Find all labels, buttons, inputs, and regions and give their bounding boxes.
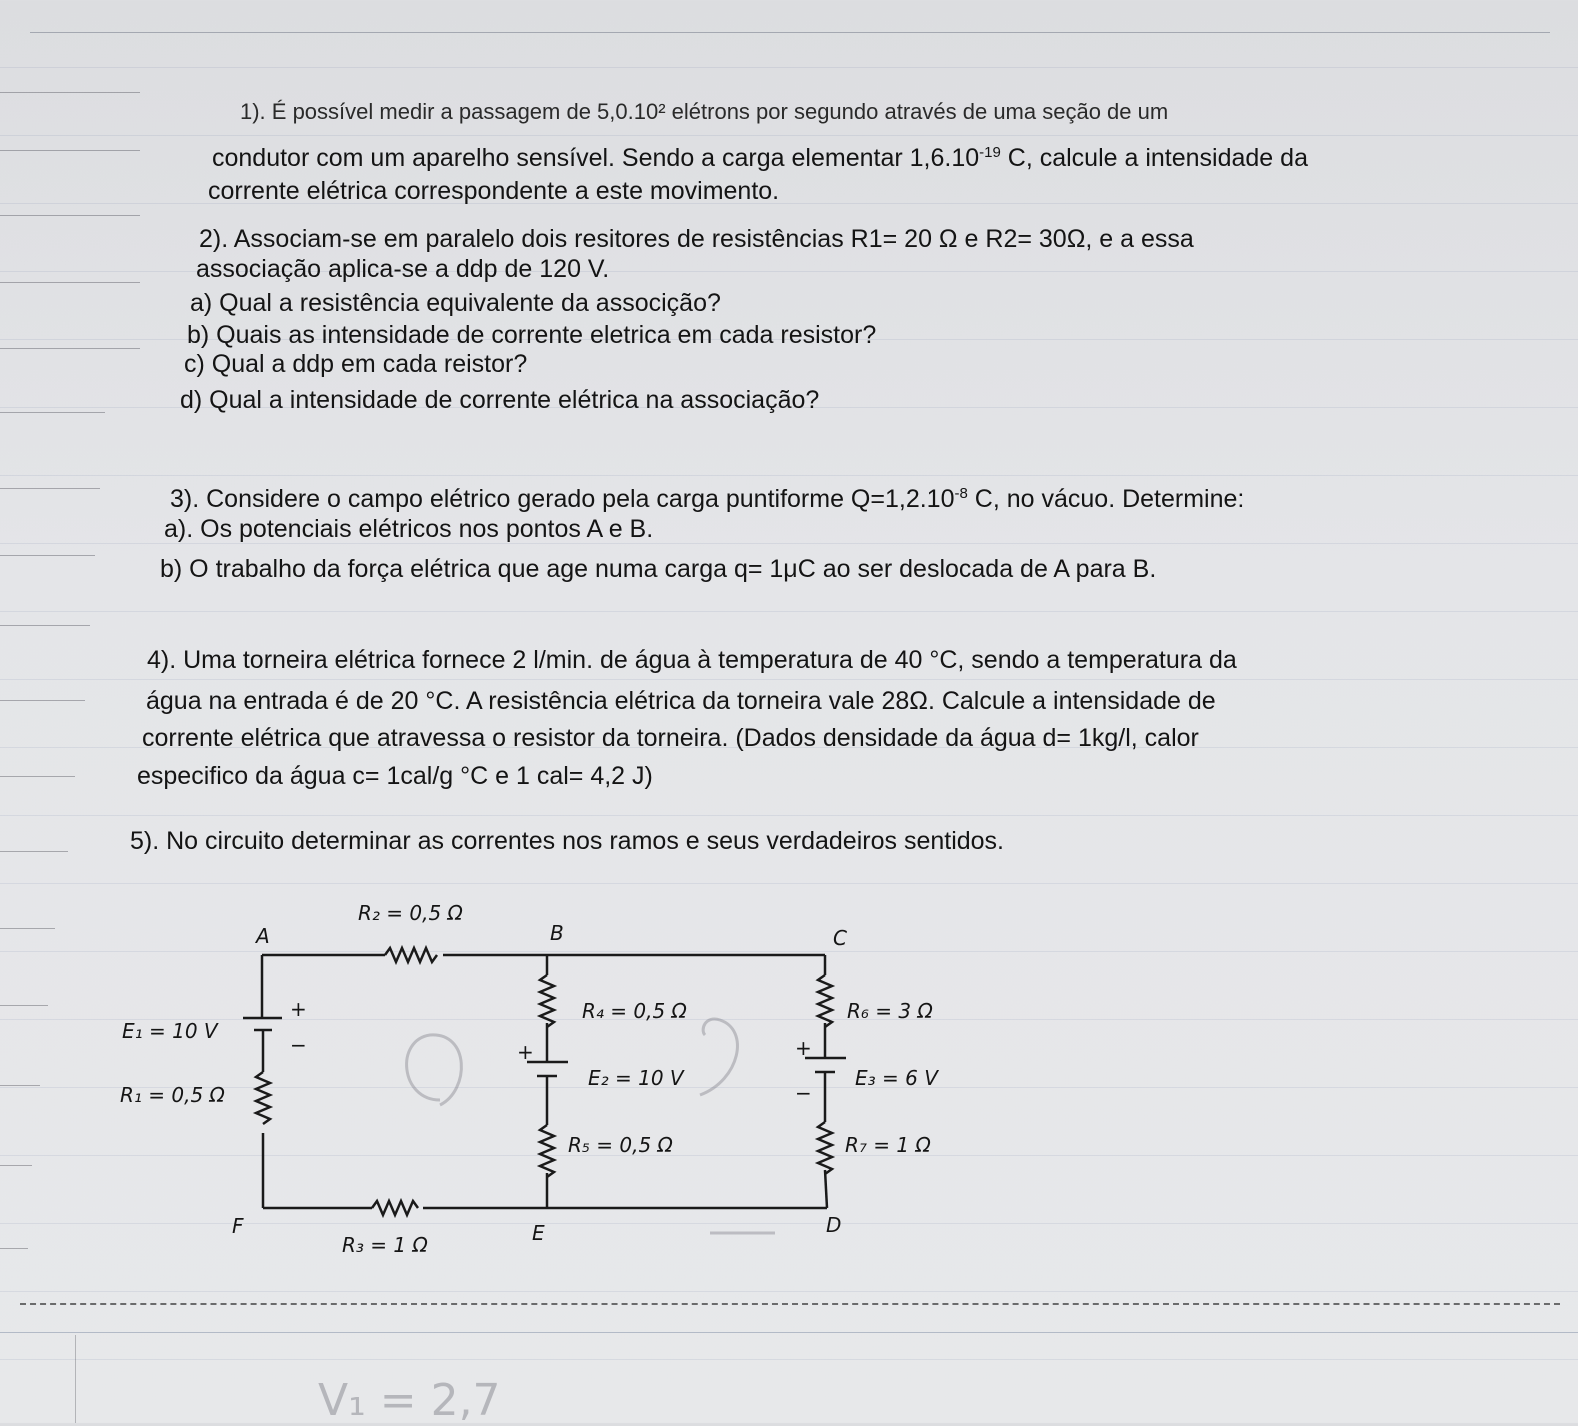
q3-line1: 3). Considere o campo elétrico gerado pela carga puntiforme $Q=1,2.10^{-8}$ C, no vácuo. Determine: (170, 485, 1245, 513)
e1-plus: + (290, 997, 307, 1021)
q4-line4: especifico da água c= 1cal/g °C e 1 cal= 4,2 J) (137, 762, 653, 790)
r3-label: R₃ = 1 Ω (342, 1233, 428, 1257)
r1-label: R₁ = 0,5 Ω (120, 1083, 225, 1107)
e3-plus: + (795, 1036, 812, 1060)
node-a-label: A (256, 924, 270, 948)
resistor-r6 (818, 975, 832, 1027)
q2-item-c: c) Qual a ddp em cada reistor? (184, 350, 528, 378)
q1-line3: corrente elétrica correspondente a este movimento. (208, 177, 780, 205)
node-c-label: C (833, 926, 847, 950)
q2-item-d: d) Qual a intensidade de corrente elétrica na associação? (180, 386, 820, 414)
r7-label: R₇ = 1 Ω (845, 1133, 931, 1157)
q2-line1: 2). Associam-se em paralelo dois resitores de resistências R1= 20 Ω e R2= 30Ω, e a essa (199, 225, 1194, 253)
resistor-r7 (818, 1122, 832, 1174)
node-d-label: D (826, 1213, 842, 1237)
pencil-loop-2 (700, 1019, 737, 1095)
r2-label: R₂ = 0,5 Ω (358, 901, 463, 925)
q5-line1: 5). No circuito determinar as correntes nos ramos e seus verdadeiros sentidos. (130, 827, 1004, 855)
ruled-line (0, 1332, 1578, 1333)
resistor-r4 (540, 975, 554, 1027)
q3-item-b: b) O trabalho da força elétrica que age numa carga q= 1μC ao ser deslocada de A para B. (160, 555, 1157, 583)
resistor-r2 (385, 948, 437, 962)
q4-line3: corrente elétrica que atravessa o resistor da torneira. (Dados densidade da água d= 1kg/l, calor (142, 724, 1199, 752)
pencil-loop-1 (407, 1035, 462, 1105)
resistor-r5 (540, 1125, 554, 1177)
r6-label: R₆ = 3 Ω (847, 999, 933, 1023)
margin-vertical-line (75, 1335, 76, 1423)
node-b-label: B (550, 921, 564, 945)
e2-plus: + (517, 1040, 534, 1064)
q4-line1: 4). Uma torneira elétrica fornece 2 l/min. de água à temperatura de 40 °C, sendo a temperatura da (147, 646, 1237, 674)
dashed-divider (20, 1303, 1560, 1305)
q2-line2: associação aplica-se a ddp de 120 V. (196, 255, 610, 283)
q4-line2: água na entrada é de 20 °C. A resistência elétrica da torneira vale 28Ω. Calcule a intensidade de (146, 687, 1216, 715)
q2-item-a: a) Qual a resistência equivalente da associção? (190, 289, 721, 317)
q1-line1: 1). É possível medir a passagem de 5,0.10² elétrons por segundo através de uma seção de um (240, 99, 1169, 124)
q1-line2: condutor com um aparelho sensível. Sendo a carga elementar $1,6.10^{-19}$ C, calcule a intensidade da (212, 144, 1308, 172)
wire-right-bottom (825, 1170, 827, 1208)
q3-item-a: a). Os potenciais elétricos nos pontos A e B. (164, 515, 654, 543)
resistor-r1 (256, 1072, 270, 1124)
e2-label: E₂ = 10 V (588, 1066, 684, 1090)
e1-minus: − (290, 1033, 307, 1057)
e1-label: E₁ = 10 V (122, 1019, 218, 1043)
node-f-label: F (232, 1214, 244, 1238)
e3-minus: − (795, 1081, 812, 1105)
r4-label: R₄ = 0,5 Ω (582, 999, 687, 1023)
resistor-r3 (372, 1201, 418, 1215)
bottom-handwriting: V₁ = 2,7 (318, 1375, 501, 1426)
e3-label: E₃ = 6 V (855, 1066, 938, 1090)
q2-item-b: b) Quais as intensidade de corrente eletrica em cada resistor? (187, 321, 877, 349)
node-e-label: E (532, 1221, 545, 1245)
r5-label: R₅ = 0,5 Ω (568, 1133, 673, 1157)
